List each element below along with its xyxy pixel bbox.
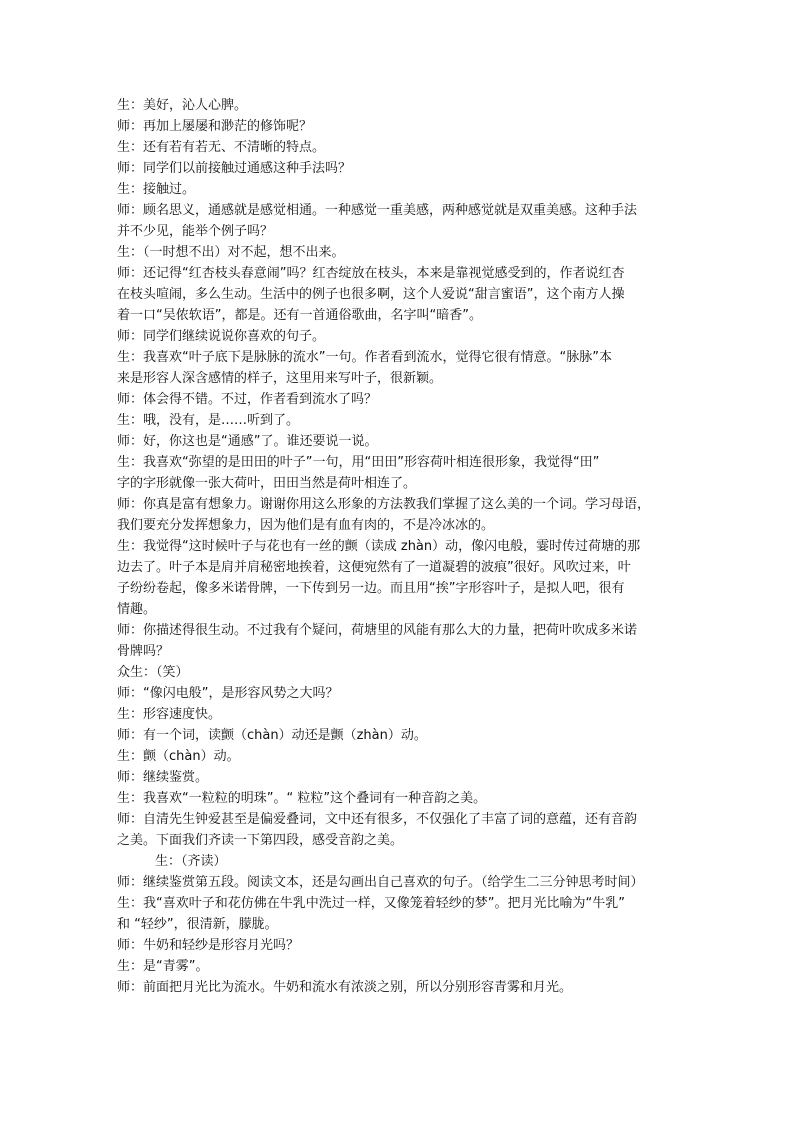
dialogue-line: 师：前面把月光比为流水。牛奶和流水有浓淡之别，所以分别形容青雾和月光。 [117,980,573,995]
dialogue-line: 在枝头喧闹，多么生动。生活中的例子也很多啊，这个人爱说“甜言蜜语”，这个南方人操 [117,287,625,302]
dialogue-line: 来是形容人深含感情的样子，这里用来写叶子，很新颖。 [117,371,443,386]
dialogue-line: 生：形容速度快。 [117,707,222,722]
dialogue-line: 生：还有若有若无、不清晰的特点。 [117,140,326,155]
dialogue-line: 生：我“喜欢叶子和花仿佛在牛乳中洗过一样，又像笼着轻纱的梦”。把月光比喻为“牛乳” [117,896,625,911]
dialogue-line: 边去了。叶子本是肩并肩秘密地挨着，这便宛然有了一道凝碧的波痕”很好。风吹过来，叶 [117,560,631,575]
dialogue-line: 师：顾名思义，通感就是感觉相通。一种感觉一重美感，两种感觉就是双重美感。这种手法 [117,203,638,218]
dialogue-line: 师：继续鉴赏。 [117,770,209,785]
dialogue-line: 众生：（笑） [117,665,189,680]
dialogue-transcript [117,95,682,998]
dialogue-line: 师：牛奶和轻纱是形容月光吗？ [117,938,300,953]
dialogue-line: 师：好，你这也是“通感”了。谁还要说一说。 [117,434,378,449]
dialogue-line: 师：自清先生钟爱甚至是偏爱叠词，文中还有很多，不仅强化了丰富了词的意蕴，还有音韵 [117,812,638,827]
dialogue-line: 生：（齐读） [155,854,227,869]
dialogue-line: 生：我喜欢“一粒粒的明珠”。“ 粒粒”这个叠词有一种音韵之美。 [117,791,487,806]
dialogue-line: 生：接触过。 [117,182,196,197]
dialogue-line: 和 “轻纱”，很清新，朦胧。 [117,917,278,932]
dialogue-line: 师：还记得“红杏枝头春意闹”吗？红杏绽放在枝头，本来是靠视觉感受到的，作者说红杏 [117,266,625,281]
dialogue-line: 师：你真是富有想象力。谢谢你用这么形象的方法教我们掌握了这么美的一个词。学习母语， [117,497,651,512]
dialogue-line: 师：“像闪电般”，是形容风势之大吗？ [117,686,339,701]
dialogue-line: 师：同学们以前接触过通感这种手法吗？ [117,161,352,176]
dialogue-line: 生：我喜欢“叶子底下是脉脉的流水”一句。作者看到流水，觉得它很有情意。“脉脉”本 [117,350,612,365]
dialogue-line: 子纷纷卷起，像多米诺骨牌，一下传到另一边。而且用“挨”字形容叶子，是拟人吧，很有 [117,581,625,596]
dialogue-line: 生：颤（chàn）动。 [117,749,240,764]
dialogue-line: 生：我喜欢“弥望的是田田的叶子”一句，用“田田”形容荷叶相连很形象，我觉得“田” [117,455,600,470]
dialogue-line: 师：再加上屡屡和渺茫的修饰呢？ [117,119,313,134]
dialogue-line: 生：美好，沁人心脾。 [117,98,248,113]
dialogue-line: 之美。下面我们齐读一下第四段，感受音韵之美。 [117,833,404,848]
dialogue-line: 生：我觉得“这时候叶子与花也有一丝的颤（读成 zhàn）动，像闪电般，霎时传过荷塘的那 [117,539,641,554]
dialogue-line: 字的字形就像一张大荷叶，田田当然是荷叶相连了。 [117,476,417,491]
dialogue-line: 生：是“青雾”。 [117,959,209,974]
dialogue-line: 生：（一时想不出）对不起，想不出来。 [117,245,345,260]
dialogue-line: 骨牌吗？ [117,644,170,659]
dialogue-line: 生：哦，没有，是……听到了。 [117,413,300,428]
dialogue-line: 并不少见，能举个例子吗？ [117,224,274,239]
dialogue-line: 我们要充分发挥想象力，因为他们是有血有肉的，不是冷冰冰的。 [117,518,495,533]
dialogue-line: 师：同学们继续说说你喜欢的句子。 [117,329,326,344]
dialogue-line: 着一口“吴侬软语”，都是。还有一首通俗歌曲，名字叫“暗香”。 [117,308,482,323]
dialogue-line: 师：你描述得很生动。不过我有个疑问，荷塘里的风能有那么大的力量，把荷叶吹成多米诺 [117,623,638,638]
dialogue-line: 师：体会得不错。不过，作者看到流水了吗？ [117,392,378,407]
dialogue-line: 师：有一个词，读颤（chàn）动还是颤（zhàn）动。 [117,728,427,743]
dialogue-line: 师：继续鉴赏第五段。阅读文本，还是勾画出自己喜欢的句子。（给学生二三分钟思考时间） [117,875,644,890]
dialogue-line: 情趣。 [117,602,157,617]
